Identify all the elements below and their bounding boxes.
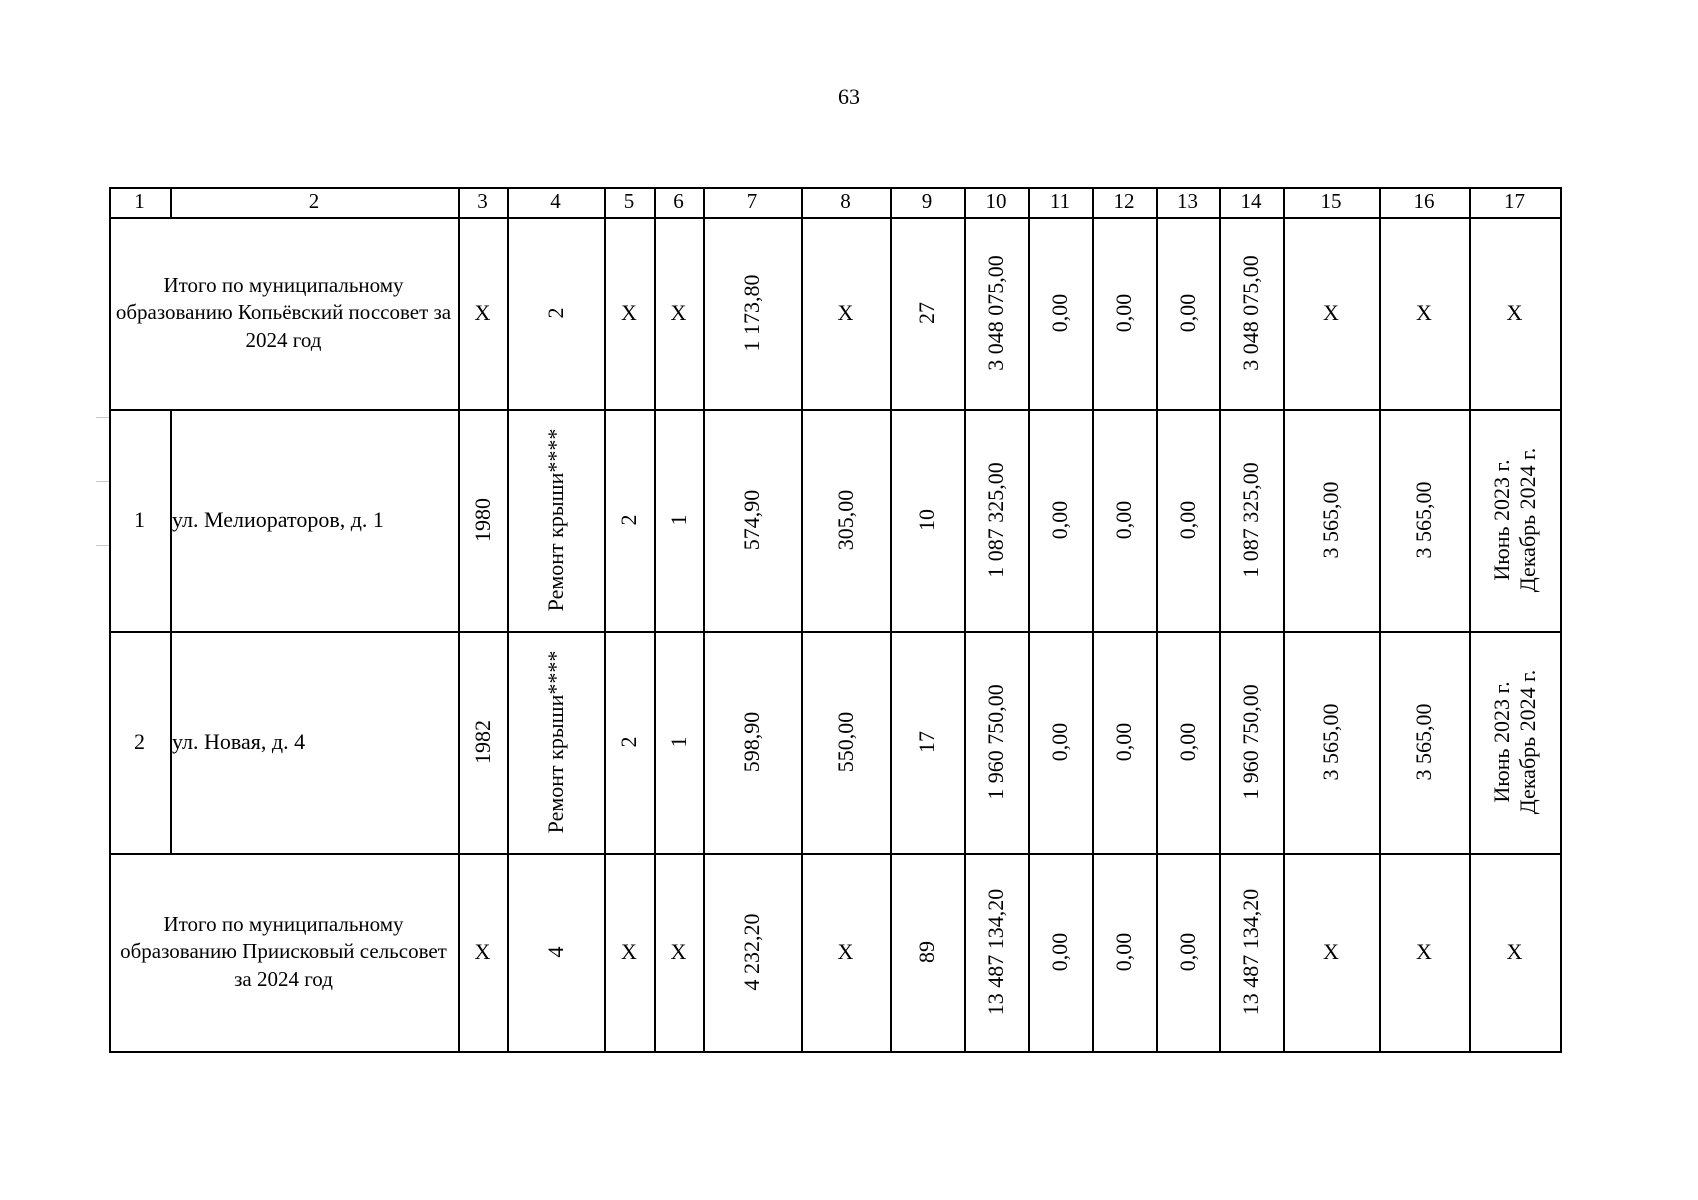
total-cell (801, 217, 890, 409)
cell-text: 1 (665, 514, 691, 526)
data-cell (654, 409, 703, 631)
total-cell (703, 217, 801, 409)
cell-text: Ремонт крыши**** (542, 428, 568, 612)
cell-text: Ремонт крыши**** (542, 650, 568, 834)
cell-text: 0,00 (1047, 293, 1073, 333)
cell-text: X (1323, 938, 1339, 964)
cell-text: 3 565,00 (1411, 703, 1437, 781)
header-cell (1156, 187, 1219, 217)
total-cell (1156, 853, 1219, 1051)
cell-text-line: Июнь 2023 г. (1488, 681, 1514, 803)
header-cell (964, 187, 1028, 217)
cell-text: X (670, 938, 687, 964)
data-cell (1092, 409, 1156, 631)
header-cell (1283, 187, 1379, 217)
cell-text (1489, 670, 1541, 814)
cell-text: 3 (477, 189, 488, 214)
table-rule (109, 217, 1560, 219)
data-cell (1219, 409, 1283, 631)
data-cell (604, 409, 654, 631)
data-cell (1283, 631, 1379, 853)
cell-text: 0,00 (1111, 932, 1137, 972)
cell-text: 4 (542, 946, 568, 958)
year-cell (458, 631, 507, 853)
cell-text: 15 (1320, 189, 1342, 214)
address-cell (170, 409, 460, 631)
cell-text: X (670, 299, 687, 325)
total-cell (654, 217, 703, 409)
cell-text: 1980 (469, 498, 495, 542)
cell-text: 2 (542, 307, 568, 319)
data-cell (703, 631, 801, 853)
header-cell (1028, 187, 1092, 217)
cell-text: ул. Новая, д. 4 (172, 728, 306, 754)
scan-artifact-line (96, 545, 110, 546)
cell-text: 0,00 (1174, 932, 1200, 972)
cell-text: X (621, 299, 637, 325)
total-cell (604, 853, 654, 1051)
cell-text: X (1506, 299, 1523, 325)
header-cell (507, 187, 604, 217)
table-rule (109, 187, 111, 1053)
total-cell (507, 217, 604, 409)
cell-text: 17 (914, 731, 940, 753)
cell-text: 10 (914, 509, 940, 531)
cell-text: 27 (914, 302, 940, 324)
cell-text: 14 (1240, 189, 1262, 214)
cell-text: 6 (673, 189, 684, 214)
page-number: 63 (838, 84, 860, 109)
cell-text: 4 (550, 189, 561, 214)
data-cell (1156, 409, 1219, 631)
total-cell (1028, 217, 1092, 409)
table-rule (1469, 187, 1471, 1053)
cell-text: 2 (616, 514, 642, 526)
data-cell (604, 631, 654, 853)
cell-text: 1 173,80 (739, 274, 765, 352)
total-cell (1156, 217, 1219, 409)
work-type-cell (507, 631, 604, 853)
data-cell (964, 631, 1028, 853)
cell-text: 16 (1413, 189, 1435, 214)
cell-text: 0,00 (1111, 293, 1137, 333)
cell-text-line: Декабрь 2024 г. (1514, 447, 1540, 593)
total-cell (604, 217, 654, 409)
cell-text: X (837, 938, 854, 964)
address-cell (170, 631, 460, 853)
table-rule (1156, 187, 1158, 1053)
cell-text: 3 565,00 (1411, 481, 1437, 559)
work-type-cell (507, 409, 604, 631)
data-cell (1028, 409, 1092, 631)
table-rule (507, 187, 509, 1053)
table-rule (1028, 187, 1030, 1053)
total-cell (507, 853, 604, 1051)
data-cell (1379, 631, 1469, 853)
cell-text: 13 (1177, 189, 1198, 214)
table-rule (964, 187, 966, 1053)
total-label (109, 853, 458, 1051)
header-cell (170, 187, 458, 217)
table-rule (109, 1051, 1560, 1053)
cell-text: 305,00 (832, 489, 858, 551)
total-cell (1092, 217, 1156, 409)
total-cell (703, 853, 801, 1051)
total-cell (890, 853, 964, 1051)
total-cell (458, 217, 507, 409)
total-cell (1219, 217, 1283, 409)
table-rule (801, 187, 803, 1053)
data-cell (890, 409, 964, 631)
table-rule (890, 187, 892, 1053)
cell-text: 0,00 (1047, 500, 1073, 540)
cell-text: 0,00 (1174, 293, 1200, 333)
period-cell (1469, 409, 1560, 631)
scan-artifact-line (96, 417, 110, 418)
data-cell (654, 631, 703, 853)
data-cell (1156, 631, 1219, 853)
cell-text: 1 087 325,00 (1238, 462, 1264, 578)
cell-text: 1 087 325,00 (983, 462, 1009, 578)
cell-text: 2 (134, 728, 145, 754)
period-cell (1469, 631, 1560, 853)
table-rule (1379, 187, 1381, 1053)
cell-text: X (474, 938, 491, 964)
header-cell (1379, 187, 1469, 217)
cell-text: Итого по муниципальному образованию Приисковый сельсовет за 2024 год (120, 912, 447, 991)
cell-text: 10 (985, 189, 1007, 214)
cell-text: 1 (134, 506, 145, 532)
cell-text: X (1506, 938, 1523, 964)
table-rule (1092, 187, 1094, 1053)
data-cell (1219, 631, 1283, 853)
cell-text: 17 (1504, 189, 1525, 214)
total-cell (1469, 853, 1560, 1051)
table-rule (1219, 187, 1221, 1053)
cell-text (1489, 448, 1541, 592)
cell-text: 0,00 (1047, 722, 1073, 762)
data-cell (801, 631, 890, 853)
table-rule (109, 631, 1560, 633)
total-cell (654, 853, 703, 1051)
data-cell (1028, 631, 1092, 853)
cell-text: 598,90 (739, 711, 765, 773)
header-cell (458, 187, 507, 217)
total-cell (1379, 217, 1469, 409)
cell-text: 3 048 075,00 (983, 255, 1009, 371)
cell-text: 0,00 (1174, 722, 1200, 762)
total-cell (964, 217, 1028, 409)
header-cell (801, 187, 890, 217)
total-cell (1379, 853, 1469, 1051)
cell-text: ул. Мелиораторов, д. 1 (172, 506, 384, 532)
cell-text: 5 (623, 189, 635, 214)
cell-text: 1 (665, 736, 691, 748)
header-cell (703, 187, 801, 217)
cell-text: 3 565,00 (1318, 481, 1344, 559)
header-cell (109, 187, 170, 217)
table-rule (654, 187, 656, 1053)
table-rule (109, 187, 1560, 189)
table-rule (604, 187, 606, 1053)
total-label (109, 217, 458, 409)
cell-text: 0,00 (1174, 500, 1200, 540)
total-cell (1092, 853, 1156, 1051)
cell-text: 3 565,00 (1318, 703, 1344, 781)
total-cell (1028, 853, 1092, 1051)
cell-text: X (474, 299, 491, 325)
table-rule (109, 409, 1560, 411)
cell-text: 0,00 (1111, 722, 1137, 762)
cell-text: 1 960 750,00 (983, 684, 1009, 800)
cell-text: X (1416, 938, 1432, 964)
table-rule (109, 853, 1560, 855)
data-cell (703, 409, 801, 631)
data-cell (1379, 409, 1469, 631)
row-number (109, 631, 170, 853)
header-cell (654, 187, 703, 217)
header-cell (1469, 187, 1560, 217)
repair-program-table (109, 187, 1560, 1051)
cell-text: 7 (746, 189, 758, 214)
total-cell (1219, 853, 1283, 1051)
cell-text: Итого по муниципальному образованию Копьёвский поссовет за 2024 год (115, 273, 452, 352)
cell-text: 1982 (469, 720, 495, 764)
table-rule (1283, 187, 1285, 1053)
total-cell (964, 853, 1028, 1051)
header-cell (604, 187, 654, 217)
total-cell (1283, 853, 1379, 1051)
cell-text: 0,00 (1111, 500, 1137, 540)
cell-text: 4 232,20 (739, 913, 765, 991)
data-cell (890, 631, 964, 853)
total-cell (458, 853, 507, 1051)
table-rule (170, 187, 172, 217)
header-cell (1092, 187, 1156, 217)
data-cell (1092, 631, 1156, 853)
cell-text: X (1416, 299, 1432, 325)
cell-text: X (1323, 299, 1339, 325)
table-rule (703, 187, 705, 1053)
total-cell (1283, 217, 1379, 409)
total-cell (1469, 217, 1560, 409)
cell-text: 3 048 075,00 (1238, 255, 1264, 371)
cell-text: 2 (308, 189, 320, 214)
row-number (109, 409, 170, 631)
cell-text-line: Июнь 2023 г. (1488, 459, 1514, 581)
cell-text: 574,90 (739, 489, 765, 551)
cell-text: 9 (921, 189, 933, 214)
cell-text: X (837, 299, 854, 325)
header-cell (890, 187, 964, 217)
data-cell (1283, 409, 1379, 631)
total-cell (890, 217, 964, 409)
table-rule (170, 409, 172, 853)
cell-text: 1 960 750,00 (1238, 684, 1264, 800)
data-cell (964, 409, 1028, 631)
cell-text: 2 (616, 736, 642, 748)
cell-text: 550,00 (832, 711, 858, 773)
cell-text: 12 (1113, 189, 1135, 214)
cell-text: 1 (134, 189, 145, 214)
year-cell (458, 409, 507, 631)
cell-text-line: Декабрь 2024 г. (1514, 669, 1540, 815)
cell-text: 13 487 134,20 (983, 888, 1009, 1016)
cell-text: X (621, 938, 637, 964)
cell-text: 8 (840, 189, 851, 214)
table-rule (1560, 187, 1562, 1053)
cell-text: 11 (1049, 189, 1071, 214)
data-cell (801, 409, 890, 631)
header-cell (1219, 187, 1283, 217)
scan-artifact-line (96, 481, 110, 482)
cell-text: 13 487 134,20 (1238, 888, 1264, 1016)
cell-text: 89 (914, 941, 940, 963)
table-rule (458, 187, 460, 1053)
total-cell (801, 853, 890, 1051)
cell-text: 0,00 (1047, 932, 1073, 972)
